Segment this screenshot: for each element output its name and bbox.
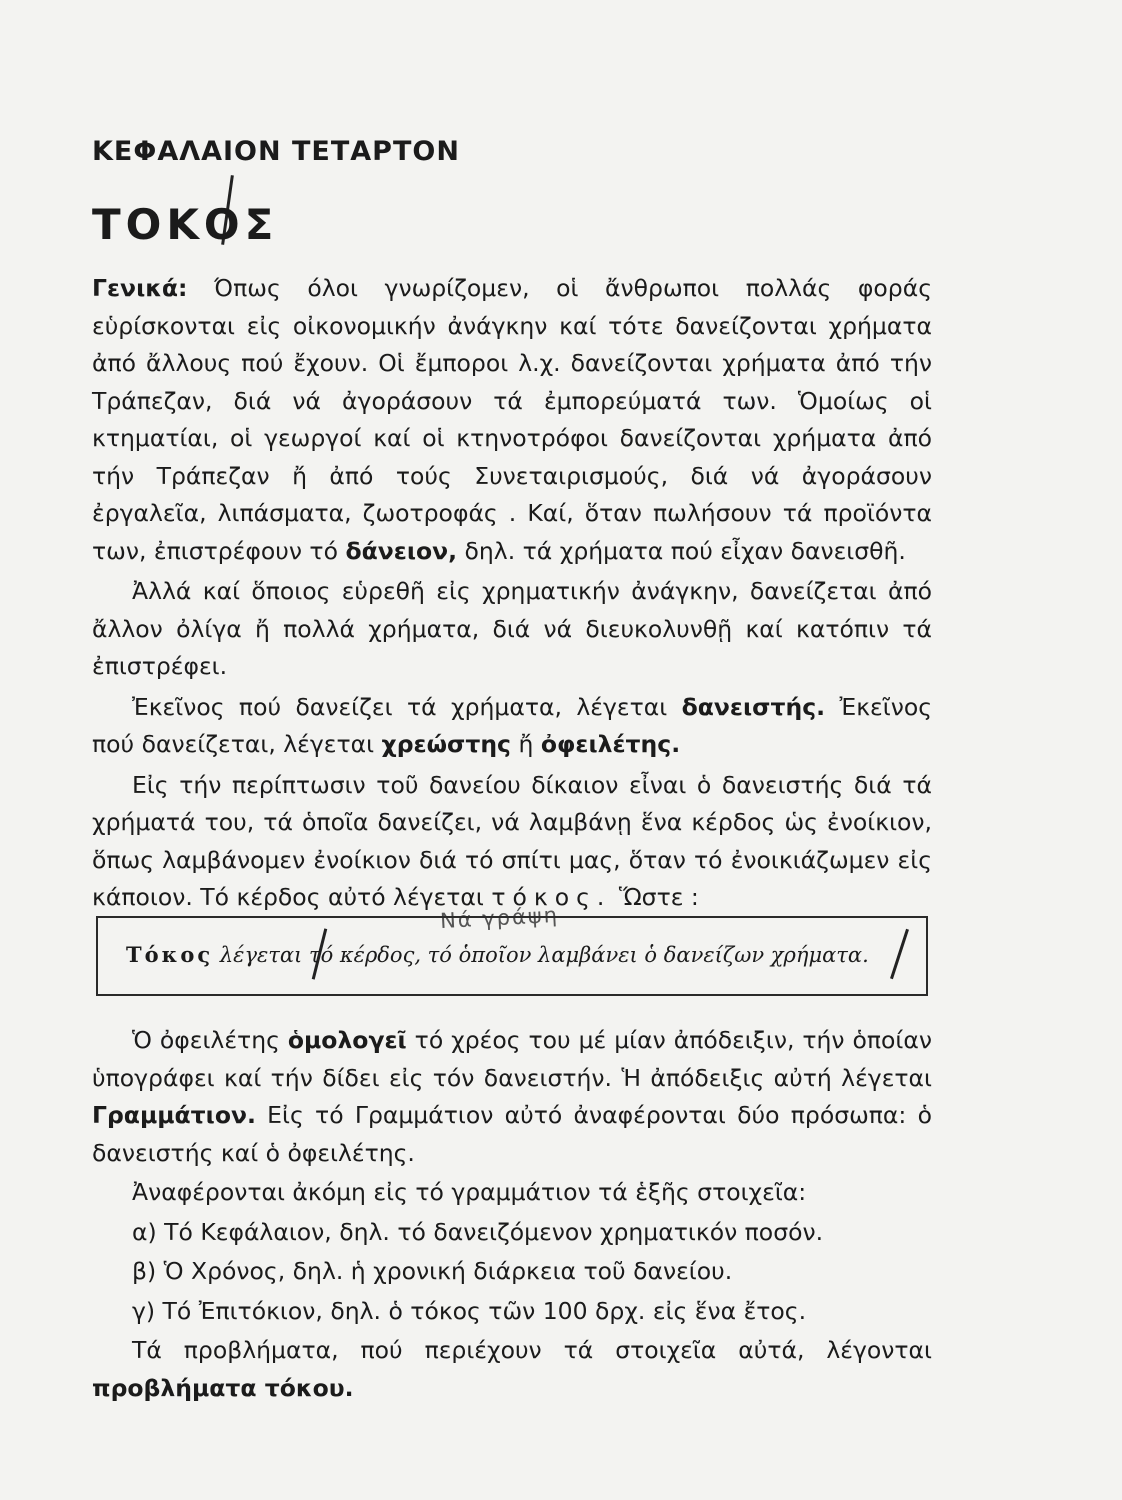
paragraph-text: Ἐκεῖνος πού δανείζει τά χρήματα, λέγεται bbox=[132, 692, 682, 721]
lead-term: Γενικά: bbox=[92, 274, 188, 302]
term-acknowledges: ὁμολογεῖ bbox=[287, 1026, 407, 1054]
paragraph-general bbox=[92, 270, 932, 570]
list-item: β) Ὁ Χρόνος, δηλ. ἡ χρονική διάρκεια τοῦ δανείου. bbox=[132, 1257, 733, 1285]
intro-text bbox=[92, 270, 932, 920]
receipt-text bbox=[92, 1022, 932, 1409]
paragraph-interest bbox=[92, 767, 932, 917]
term-interest-problems: προβλήματα τόκου. bbox=[92, 1373, 354, 1402]
paragraph-text: Ἐκεῖνος πού δανείζεται, λέγεται bbox=[92, 692, 932, 758]
paragraph-need: Ἀλλά καί ὅποιος εὑρεθῆ εἰς χρηματικήν ἀνάγκην, δανείζεται ἀπό ἄλλον ὀλίγα ἤ πολλά χρήματα, διά νά διευκολυνθῇ καί κατόπιν τά ἐπιστρέφει. bbox=[92, 577, 932, 680]
paragraph-text: Ὥστε : bbox=[611, 883, 699, 911]
term-debtor: χρεώστης bbox=[381, 730, 511, 758]
paragraph-text: Ὁ ὀφειλέτης bbox=[132, 1026, 288, 1054]
term-interest: τόκος. bbox=[491, 883, 612, 911]
term-obligor: ὀφειλέτης. bbox=[540, 730, 681, 758]
section-title: ΤΟΚΟΣ bbox=[92, 200, 279, 249]
definition-text: λέγεται τό κέρδος, τό ὁποῖον λαμβάνει ὁ δανείζων χρήματα. bbox=[219, 943, 869, 967]
pen-mark bbox=[890, 929, 909, 979]
paragraph-receipt bbox=[92, 1022, 932, 1172]
paragraph-problems bbox=[92, 1332, 932, 1407]
paragraph-elements: Ἀναφέρονται ἀκόμη εἰς τό γραμμάτιον τά ἑξῆς στοιχεῖα: bbox=[132, 1178, 807, 1206]
definition-line bbox=[126, 942, 869, 967]
paragraph-text: Όπως όλοι γνωρίζομεν, οἱ ἄνθρωποι πολλάς φοράς εὑρίσκονται εἰς οἰκονομικήν ἀνάγκην καί τότε δανείζονται χρήματα ἀπό ἄλλους πού ἔχουν. Οἱ ἔμποροι λ.χ. δανείζονται χρήματα ἀπό τήν Τράπεζαν, διά νά ἀγοράσουν τά ἐμπορεύματά των. Ὁμοίως οἱ κτηματίαι, οἱ γεωργοί καί οἱ κτηνοτρόφοι δανείζονται χρήματα ἀπό τήν Τράπεζαν ἤ ἀπό τούς Συνεταιρισμούς, διά νά ἀγοράσουν ἐργαλεῖα, λιπάσματα, ζωοτροφάς . Καί, ὅταν πωλήσουν τά προϊόντα των, ἐπιστρέφουν τό bbox=[92, 274, 932, 565]
paragraph-text: Εἰς τό Γραμμάτιον αὐτό ἀναφέρονται δύο πρόσωπα: ὁ δανειστής καί ὁ ὀφειλέτης. bbox=[92, 1101, 932, 1167]
definition-term: Τόκος bbox=[126, 942, 214, 967]
paragraph-text: δηλ. τά χρήματα πού εἶχαν δανεισθῆ. bbox=[457, 536, 906, 565]
list-item: α) Τό Κεφάλαιον, δηλ. τό δανειζόμενον χρηματικόν ποσόν. bbox=[132, 1217, 824, 1246]
chapter-heading: ΚΕΦΑΛΑΙΟΝ ΤΕΤΑΡΤΟΝ bbox=[92, 136, 460, 167]
list-item: γ) Τό Ἐπιτόκιον, δηλ. ὁ τόκος τῶν 100 δρχ. εἰς ἕνα ἔτος. bbox=[132, 1296, 807, 1325]
paragraph-text: Εἰς τήν περίπτωσιν τοῦ δανείου δίκαιον εἶναι ὁ δανειστής διά τά χρήματά του, τά ὁποῖα δανείζει, νά λαμβάνῃ ἕνα κέρδος ὡς ἐνοίκιον, ὅπως λαμβάνομεν ἐνοίκιον διά τό σπίτι μας, ὅταν τό ἐνοικιάζωμεν εἰς κάποιον. Τό κέρδος αὐτό λέγεται bbox=[92, 770, 932, 911]
term-loan: δάνειον, bbox=[345, 536, 458, 565]
paragraph-text: Τά προβλήματα, πού περιέχουν τά στοιχεῖα αὐτά, λέγονται bbox=[132, 1336, 932, 1364]
term-promissory-note: Γραμμάτιον. bbox=[92, 1101, 256, 1129]
handwritten-note: Νά γράψη bbox=[439, 902, 560, 934]
definition-box bbox=[96, 916, 928, 996]
paragraph-lender bbox=[92, 689, 932, 764]
term-lender: δανειστής. bbox=[681, 692, 826, 721]
paragraph-text: ἤ bbox=[511, 730, 541, 758]
paragraph-text: τό χρέος του μέ μίαν ἀπόδειξιν, τήν ὁποίαν ὑπογράφει καί τήν δίδει εἰς τόν δανειστήν. Ἡ ἀπόδειξις αὐτή λέγεται bbox=[92, 1026, 932, 1092]
